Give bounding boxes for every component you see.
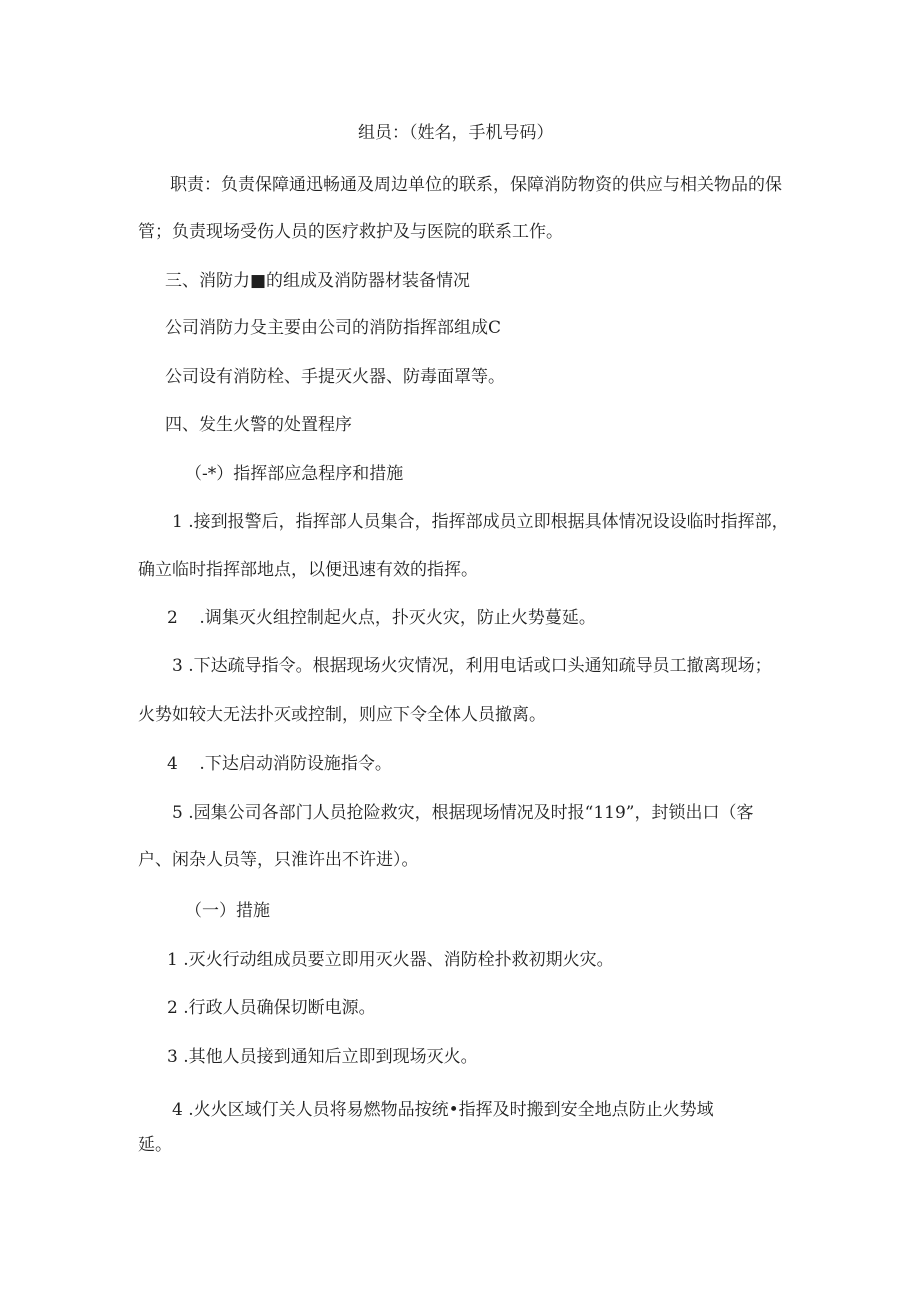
section-four-heading: 四、发生火警的处置程序 [165, 415, 352, 435]
measure-item-4-line-2: 延。 [138, 1135, 172, 1155]
procedure-item-5-line-1: 5 .园集公司各部门人员抢险救灾，根据现场情况及时报“119”，封锁出口（客 [172, 803, 754, 823]
section-three-heading: 三、消防力■的组成及消防器材装备情况 [165, 271, 471, 291]
duties-paragraph-line-2: 管；负责现场受伤人员的医疗救护及与医院的联系工作。 [138, 222, 563, 242]
measure-item-4-line-1: 4 .火火区域仃关人员将易燃物品按统•指挥及时搬到安全地点防止火势域 [172, 1100, 714, 1120]
procedure-item-4: 4 .下达启动消防设施指令。 [167, 754, 392, 774]
subsection-measures-heading: （一）措施 [185, 901, 270, 921]
fire-force-composition-line: 公司消防力殳主要由公司的消防指挥部组成C [165, 318, 502, 338]
fire-equipment-line: 公司设有消防栓、手提灭火器、防毒面罩等。 [165, 367, 505, 387]
procedure-item-3-line-1: 3 .下达疏导指令。根据现场火灾情况，利用电话或口头通知疏导员工撤离现场； [172, 656, 772, 676]
duties-paragraph-line-1: 职责：负责保障通迅畅通及周边单位的联系，保障消防物资的供应与相关物品的保 [170, 175, 782, 195]
measure-item-1: 1 .灭火行动组成员要立即用灭火器、消防栓扑救初期火灾。 [167, 950, 614, 970]
subsection-command-heading: （-*）指挥部应急程序和措施 [185, 464, 404, 484]
procedure-item-5-line-2: 户、闲杂人员等，只淮许出不许进）。 [138, 850, 419, 870]
procedure-item-1-line-2: 确立临时指挥部地点，以便迅速有效的指挥。 [138, 560, 478, 580]
measure-item-2: 2 .行政人员确保切断电源。 [167, 998, 376, 1018]
measure-item-3: 3 .其他人员接到通知后立即到现场灭火。 [167, 1047, 478, 1067]
procedure-item-3-line-2: 火势如较大无法扑灭或控制，则应下令全体人员撤离。 [138, 705, 546, 725]
procedure-item-1-line-1: 1 .接到报警后，指挥部人员集合，指挥部成员立即根据具体情况设设临时指挥部， [172, 512, 789, 532]
team-members-line: 组员：（姓名，手机号码） [358, 123, 554, 143]
procedure-item-2: 2 .调集灭火组控制起火点，扑灭火灾，防止火势蔓延。 [167, 608, 596, 628]
